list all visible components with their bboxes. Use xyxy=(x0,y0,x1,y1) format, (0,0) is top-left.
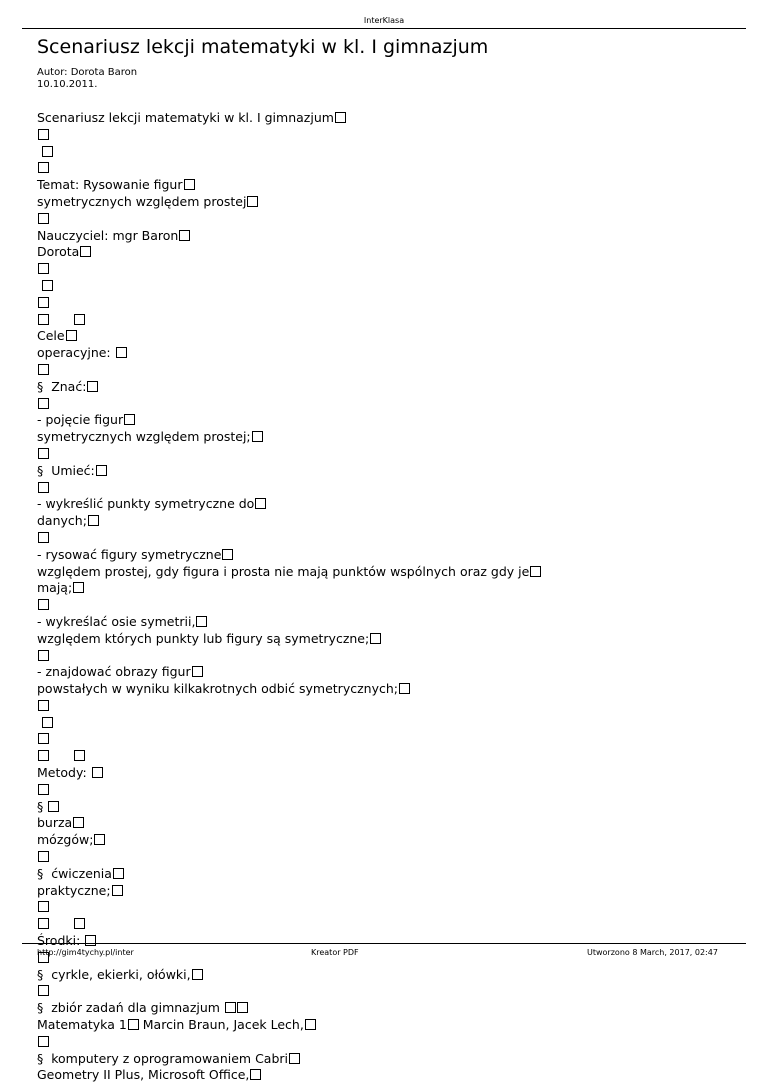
placeholder-box-icon xyxy=(38,851,49,862)
placeholder-box-icon xyxy=(116,347,127,358)
body-line: burza xyxy=(37,815,541,832)
placeholder-box-icon xyxy=(38,297,49,308)
body-line: Matematyka 1 Marcin Braun, Jacek Lech, xyxy=(37,1017,541,1034)
body-line: - rysować figury symetryczne xyxy=(37,547,541,564)
placeholder-box-icon xyxy=(38,985,49,996)
body-line xyxy=(37,731,541,748)
body-line: § Znać: xyxy=(37,379,541,396)
page-header xyxy=(22,0,746,29)
placeholder-box-icon xyxy=(38,162,49,173)
body-line: względem których punkty lub figury są symetryczne; xyxy=(37,631,541,648)
body-line: Środki: xyxy=(37,933,541,950)
placeholder-box-icon xyxy=(192,969,203,980)
placeholder-box-icon xyxy=(38,918,49,929)
body-line: Cele xyxy=(37,328,541,345)
placeholder-box-icon xyxy=(87,381,98,392)
placeholder-box-icon xyxy=(74,918,85,929)
body-line xyxy=(37,916,541,933)
body-line xyxy=(37,782,541,799)
placeholder-box-icon xyxy=(80,246,91,257)
body-line: operacyjne: xyxy=(37,345,541,362)
placeholder-box-icon xyxy=(88,515,99,526)
placeholder-box-icon xyxy=(48,801,59,812)
placeholder-box-icon xyxy=(73,817,84,828)
placeholder-box-icon xyxy=(38,364,49,375)
placeholder-box-icon xyxy=(74,750,85,761)
body-line xyxy=(37,597,541,614)
body-line xyxy=(37,530,541,547)
placeholder-box-icon xyxy=(42,717,53,728)
body-line xyxy=(37,312,541,329)
placeholder-box-icon xyxy=(247,196,258,207)
body-line: Metody: xyxy=(37,765,541,782)
placeholder-box-icon xyxy=(38,733,49,744)
date-line: 10.10.2011. xyxy=(37,79,98,90)
body-line xyxy=(37,698,541,715)
footer-created: Utworzono 8 March, 2017, 02:47 xyxy=(587,948,718,957)
body-line: § zbiór zadań dla gimnazjum xyxy=(37,1000,541,1017)
site-name: InterKlasa xyxy=(363,16,405,25)
placeholder-box-icon xyxy=(96,465,107,476)
placeholder-box-icon xyxy=(370,633,381,644)
placeholder-box-icon xyxy=(38,398,49,409)
placeholder-box-icon xyxy=(38,599,49,610)
placeholder-box-icon xyxy=(179,230,190,241)
placeholder-box-icon xyxy=(73,582,84,593)
body-line: Dorota xyxy=(37,244,541,261)
placeholder-box-icon xyxy=(399,683,410,694)
placeholder-box-icon xyxy=(255,498,266,509)
placeholder-box-icon xyxy=(113,868,124,879)
body-line xyxy=(37,160,541,177)
placeholder-box-icon xyxy=(42,280,53,291)
placeholder-box-icon xyxy=(252,431,263,442)
placeholder-box-icon xyxy=(42,146,53,157)
body-line: - wykreślać osie symetrii, xyxy=(37,614,541,631)
body-line: symetrycznych względem prostej; xyxy=(37,429,541,446)
body-line xyxy=(37,983,541,1000)
placeholder-box-icon xyxy=(38,1036,49,1047)
placeholder-box-icon xyxy=(196,616,207,627)
body-line xyxy=(37,362,541,379)
body-line: danych; xyxy=(37,513,541,530)
body-line: powstałych w wyniku kilkakrotnych odbić symetrycznych; xyxy=(37,681,541,698)
placeholder-box-icon xyxy=(305,1019,316,1030)
body-line xyxy=(37,715,541,732)
body-line xyxy=(37,648,541,665)
footer-generator: Kreator PDF xyxy=(311,948,359,957)
body-line: mają; xyxy=(37,580,541,597)
placeholder-box-icon xyxy=(38,263,49,274)
placeholder-box-icon xyxy=(124,414,135,425)
body-line: § cyrkle, ekierki, ołówki, xyxy=(37,967,541,984)
placeholder-box-icon xyxy=(92,767,103,778)
placeholder-box-icon xyxy=(38,482,49,493)
body-line: - pojęcie figur xyxy=(37,412,541,429)
body-line xyxy=(37,295,541,312)
body-line: § ćwiczenia xyxy=(37,866,541,883)
body-line xyxy=(37,1034,541,1051)
placeholder-box-icon xyxy=(38,448,49,459)
placeholder-box-icon xyxy=(38,213,49,224)
placeholder-box-icon xyxy=(530,566,541,577)
body-line xyxy=(37,480,541,497)
placeholder-box-icon xyxy=(222,549,233,560)
footer-url: http://gim4tychy.pl/inter xyxy=(37,948,134,957)
author-line: Autor: Dorota Baron xyxy=(37,67,138,78)
placeholder-box-icon xyxy=(38,532,49,543)
body-line: Scenariusz lekcji matematyki w kl. I gimnazjum xyxy=(37,110,541,127)
placeholder-box-icon xyxy=(184,179,195,190)
body-line: § komputery z oprogramowaniem Cabri xyxy=(37,1051,541,1068)
placeholder-box-icon xyxy=(66,330,77,341)
body-line xyxy=(37,446,541,463)
body-line: § Umieć: xyxy=(37,463,541,480)
placeholder-box-icon xyxy=(38,901,49,912)
placeholder-box-icon xyxy=(38,784,49,795)
page-footer xyxy=(22,943,746,964)
document-meta xyxy=(37,67,137,91)
placeholder-box-icon xyxy=(225,1002,236,1013)
body-line xyxy=(37,144,541,161)
placeholder-box-icon xyxy=(128,1019,139,1030)
placeholder-box-icon xyxy=(112,885,123,896)
placeholder-box-icon xyxy=(289,1053,300,1064)
body-line: - znajdować obrazy figur xyxy=(37,664,541,681)
placeholder-box-icon xyxy=(94,834,105,845)
placeholder-box-icon xyxy=(74,314,85,325)
document-body xyxy=(37,110,541,1084)
body-line: względem prostej, gdy figura i prosta nie mają punktów wspólnych oraz gdy je xyxy=(37,564,541,581)
body-line xyxy=(37,278,541,295)
placeholder-box-icon xyxy=(335,112,346,123)
body-line xyxy=(37,849,541,866)
body-line: - wykreślić punkty symetryczne do xyxy=(37,496,541,513)
body-line xyxy=(37,748,541,765)
body-line: praktyczne; xyxy=(37,883,541,900)
placeholder-box-icon xyxy=(38,750,49,761)
placeholder-box-icon xyxy=(38,129,49,140)
body-line: mózgów; xyxy=(37,832,541,849)
placeholder-box-icon xyxy=(38,314,49,325)
body-line xyxy=(37,261,541,278)
body-line xyxy=(37,396,541,413)
placeholder-box-icon xyxy=(38,650,49,661)
placeholder-box-icon xyxy=(38,700,49,711)
body-line xyxy=(37,899,541,916)
body-line: Geometry II Plus, Microsoft Office, xyxy=(37,1067,541,1084)
body-line xyxy=(37,127,541,144)
placeholder-box-icon xyxy=(237,1002,248,1013)
placeholder-box-icon xyxy=(192,666,203,677)
placeholder-box-icon xyxy=(250,1069,261,1080)
body-line: Temat: Rysowanie figur xyxy=(37,177,541,194)
body-line xyxy=(37,211,541,228)
body-line: Nauczyciel: mgr Baron xyxy=(37,228,541,245)
body-line: § xyxy=(37,799,541,816)
body-line: symetrycznych względem prostej xyxy=(37,194,541,211)
document-title: Scenariusz lekcji matematyki w kl. I gimnazjum xyxy=(37,36,489,58)
